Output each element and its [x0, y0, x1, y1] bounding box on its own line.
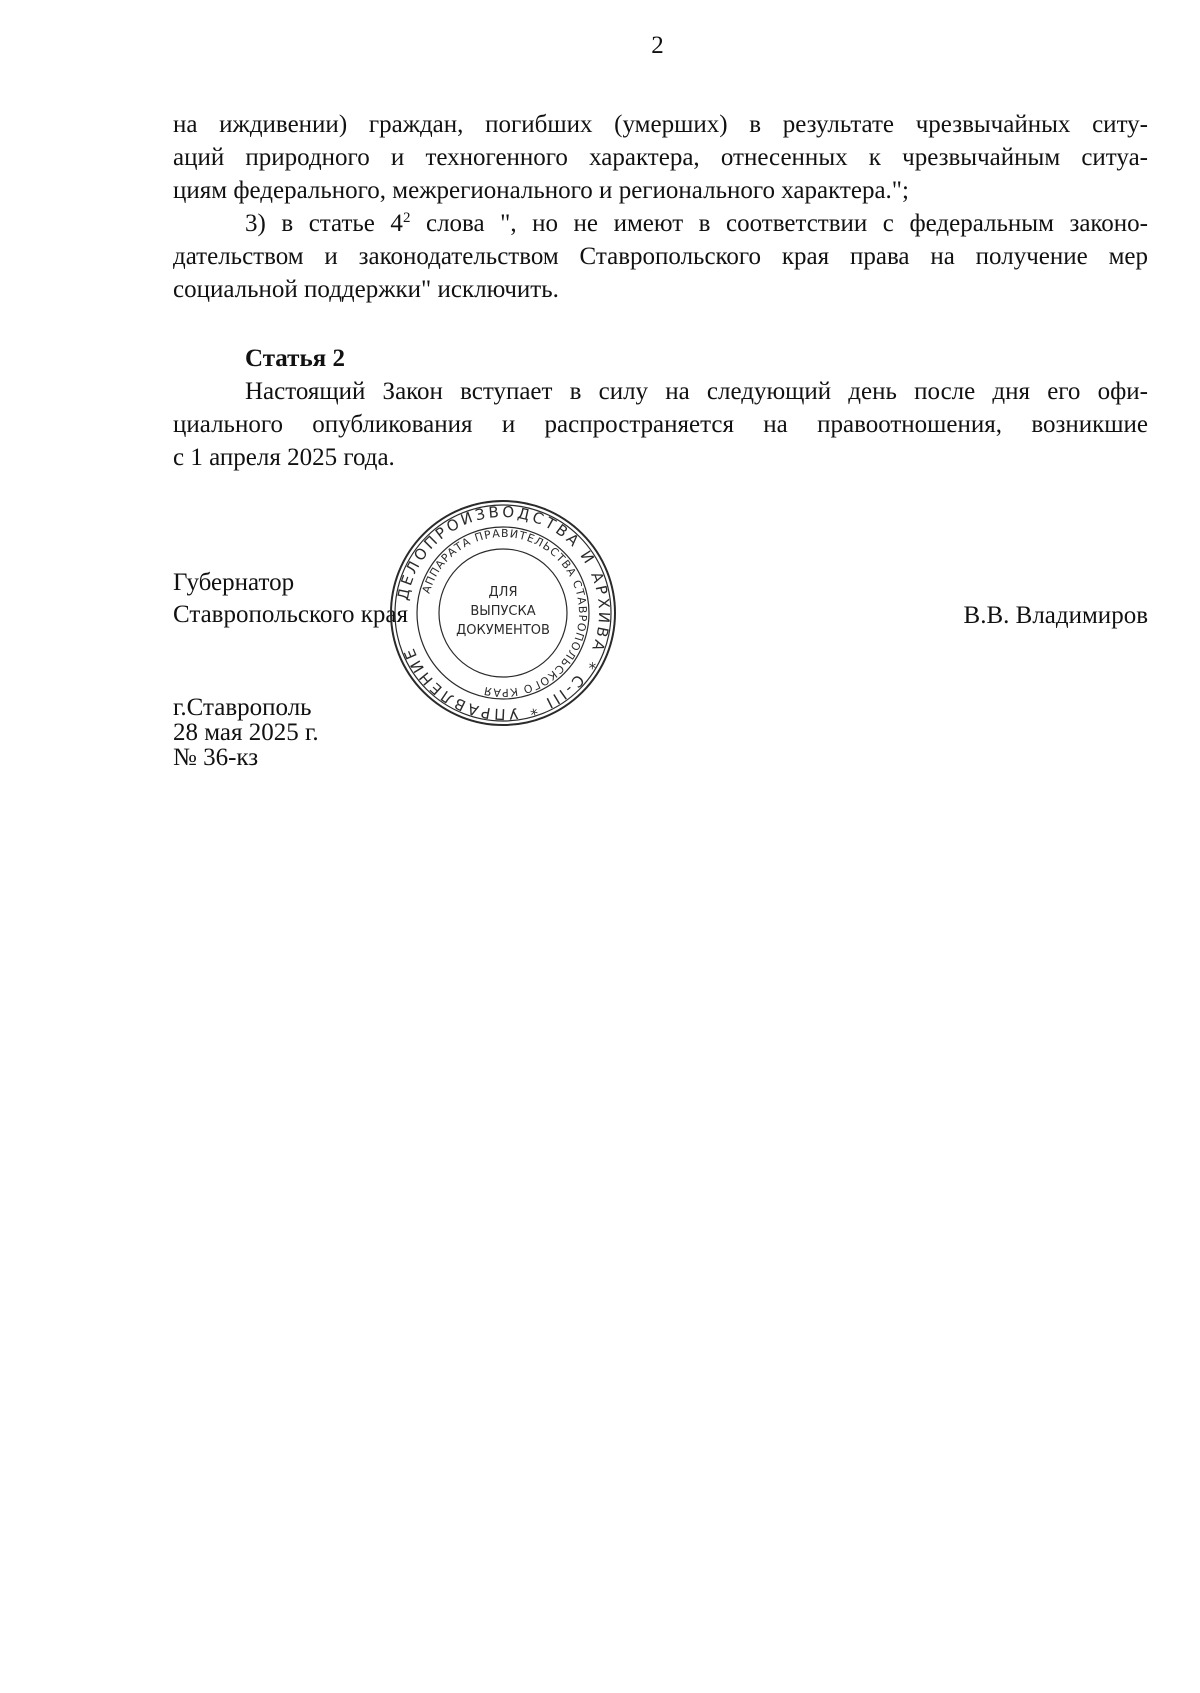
article-line: Настоящий Закон вступает в силу на следующий день после дня его офи- — [245, 378, 1148, 405]
signatory-title-line: Ставропольского края — [173, 601, 408, 628]
stamp-outer-text: ДЕЛОПРОИЗВОДСТВА И АРХИВА * С-III * УПРАВЛЕНИЕ — [393, 502, 614, 724]
superscript: 2 — [402, 210, 411, 226]
date: 28 мая 2025 г. — [173, 719, 319, 746]
item-3-rest: слова ", но не имеют в соответствии с федеральным законо- — [410, 210, 1149, 237]
stamp-center-line: ДЛЯ — [488, 585, 518, 600]
item-3-line-1 — [173, 207, 1148, 240]
item-3-prefix: 3) в статье 4 — [245, 210, 403, 237]
official-stamp — [388, 498, 618, 728]
paragraph-continuation — [173, 108, 1148, 306]
stamp-center-line: ДОКУМЕНТОВ — [456, 623, 550, 638]
signatory-name: В.В. Владимиров — [963, 602, 1148, 629]
article-line: с 1 апреля 2025 года. — [173, 444, 395, 471]
signatory-title-line: Губернатор — [173, 569, 295, 596]
item-3-line-3: социальной поддержки" исключить. — [173, 276, 559, 303]
page-number: 2 — [651, 32, 664, 59]
law-number: № 36-кз — [173, 744, 259, 771]
article-heading: Статья 2 — [245, 345, 345, 372]
text-line: на иждивении) граждан, погибших (умерших) в результате чрезвычайных ситу- — [173, 111, 1148, 138]
article-line: циального опубликования и распространяется на правоотношения, возникшие — [173, 411, 1148, 438]
stamp-inner-text: АППАРАТА ПРАВИТЕЛЬСТВА СТАВРОПОЛЬСКОГО КРАЯ — [419, 526, 590, 700]
item-3-line-2: дательством и законодательством Ставропольского края права на получение мер — [173, 243, 1148, 270]
place-and-date — [173, 695, 319, 770]
text-line: аций природного и техногенного характера, отнесенных к чрезвычайным ситуа- — [173, 144, 1148, 171]
article-2 — [173, 342, 1148, 474]
text-line: циям федерального, межрегионального и регионального характера."; — [173, 177, 909, 204]
city: г.Ставрополь — [173, 694, 312, 721]
signatory-title — [173, 567, 408, 631]
stamp-center-line: ВЫПУСКА — [470, 604, 536, 619]
